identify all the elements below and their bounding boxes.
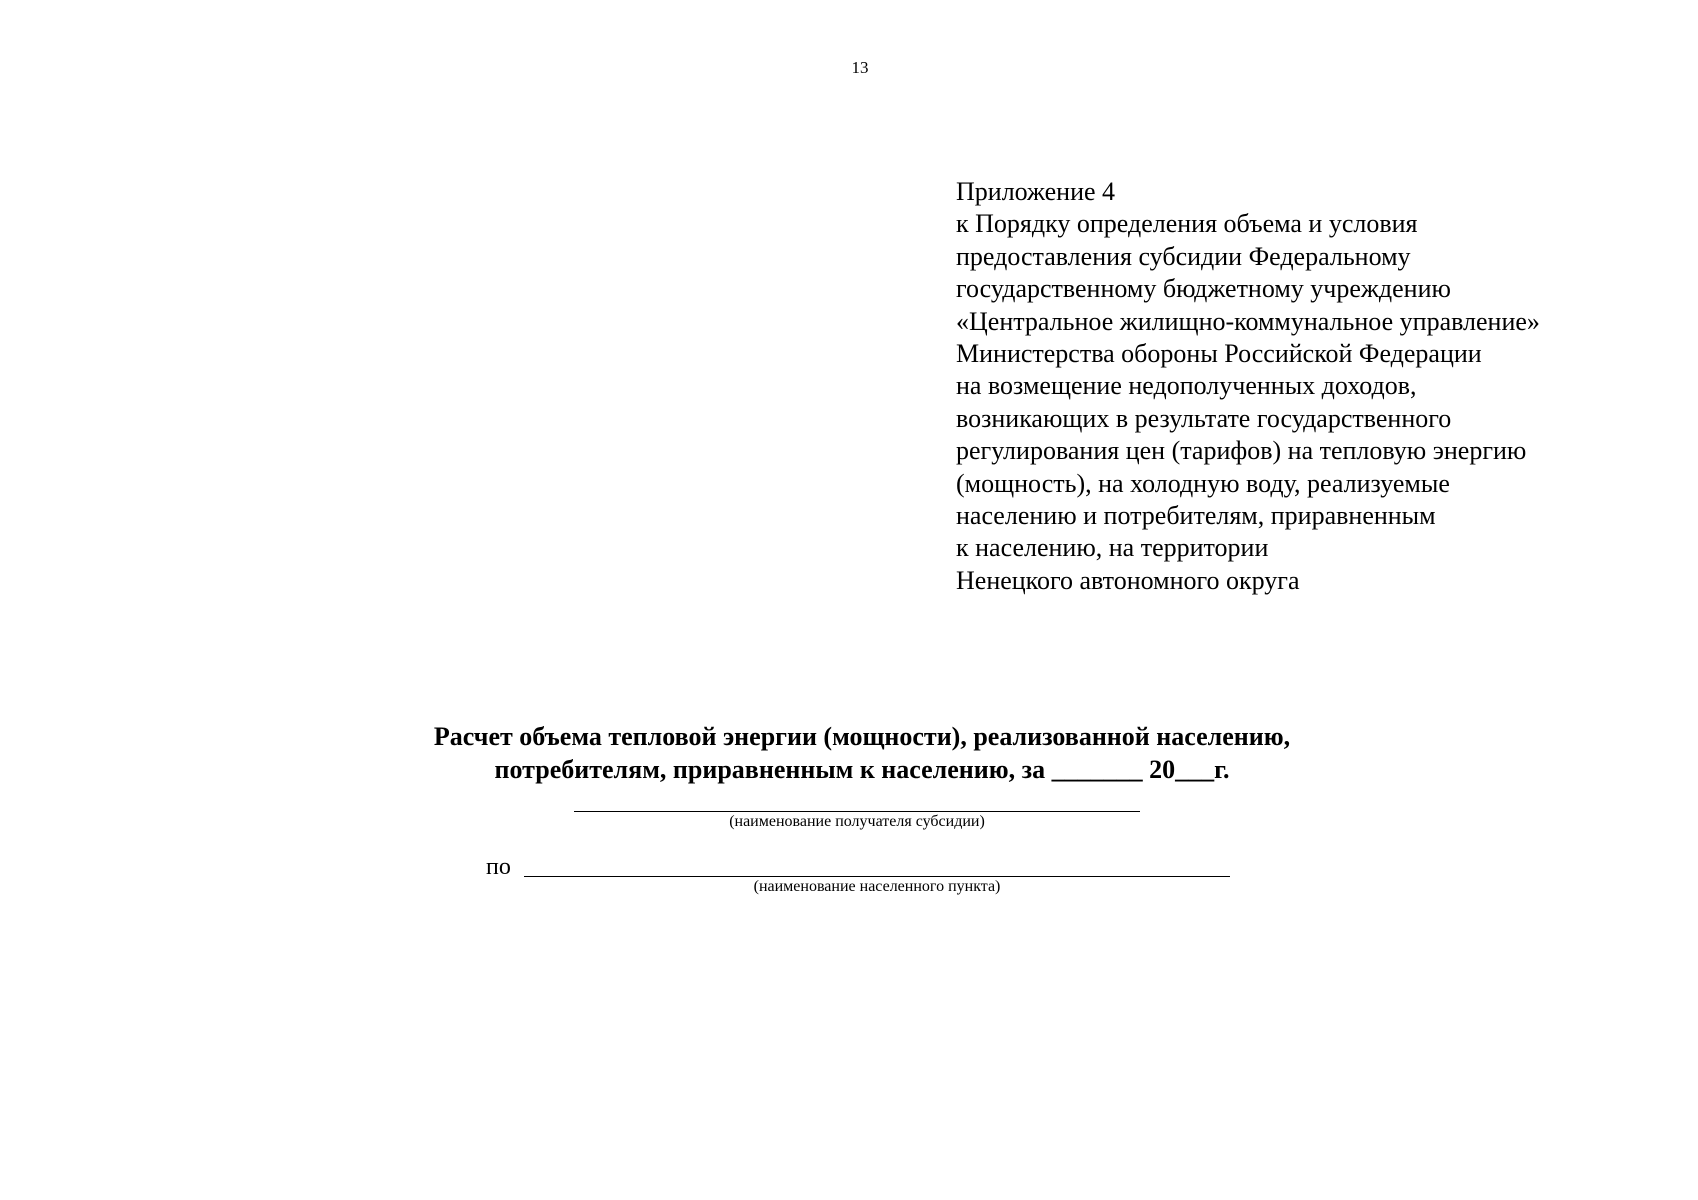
title-line-2: потребителям, приравненным к населению, за _______ 20___г. (494, 755, 1230, 784)
settlement-name-line (524, 876, 1230, 877)
appendix-line: Министерства обороны Российской Федерации (956, 339, 1482, 369)
appendix-line: к Порядку определения объема и условия (956, 209, 1418, 239)
appendix-line: государственному бюджетному учреждению (956, 274, 1451, 304)
page-number: 13 (851, 58, 869, 77)
appendix-line: Ненецкого автономного округа (956, 565, 1300, 595)
appendix-line: Приложение 4 (956, 177, 1116, 206)
appendix-line: предоставления субсидии Федеральному (956, 241, 1411, 271)
appendix-line: «Центральное жилищно-коммунальное управление» (956, 306, 1540, 336)
appendix-line: (мощность), на холодную воду, реализуемые (956, 468, 1450, 498)
recipient-caption: (наименование получателя субсидии) (729, 813, 985, 830)
appendix-block (956, 176, 1686, 597)
document-title (0, 720, 1698, 786)
appendix-line: населению и потребителям, приравненным (956, 501, 1436, 531)
appendix-line: к населению, на территории (956, 533, 1269, 563)
settlement-caption: (наименование населенного пункта) (753, 878, 1001, 895)
appendix-line: на возмещение недополученных доходов, (956, 371, 1417, 401)
appendix-line: регулирования цен (тарифов) на тепловую энергию (956, 436, 1527, 466)
settlement-prefix: по (486, 854, 511, 880)
appendix-line: возникающих в результате государственного (956, 403, 1452, 433)
title-line-1: Расчет объема тепловой энергии (мощности), реализованной населению, (433, 722, 1291, 751)
recipient-name-line (574, 811, 1140, 812)
